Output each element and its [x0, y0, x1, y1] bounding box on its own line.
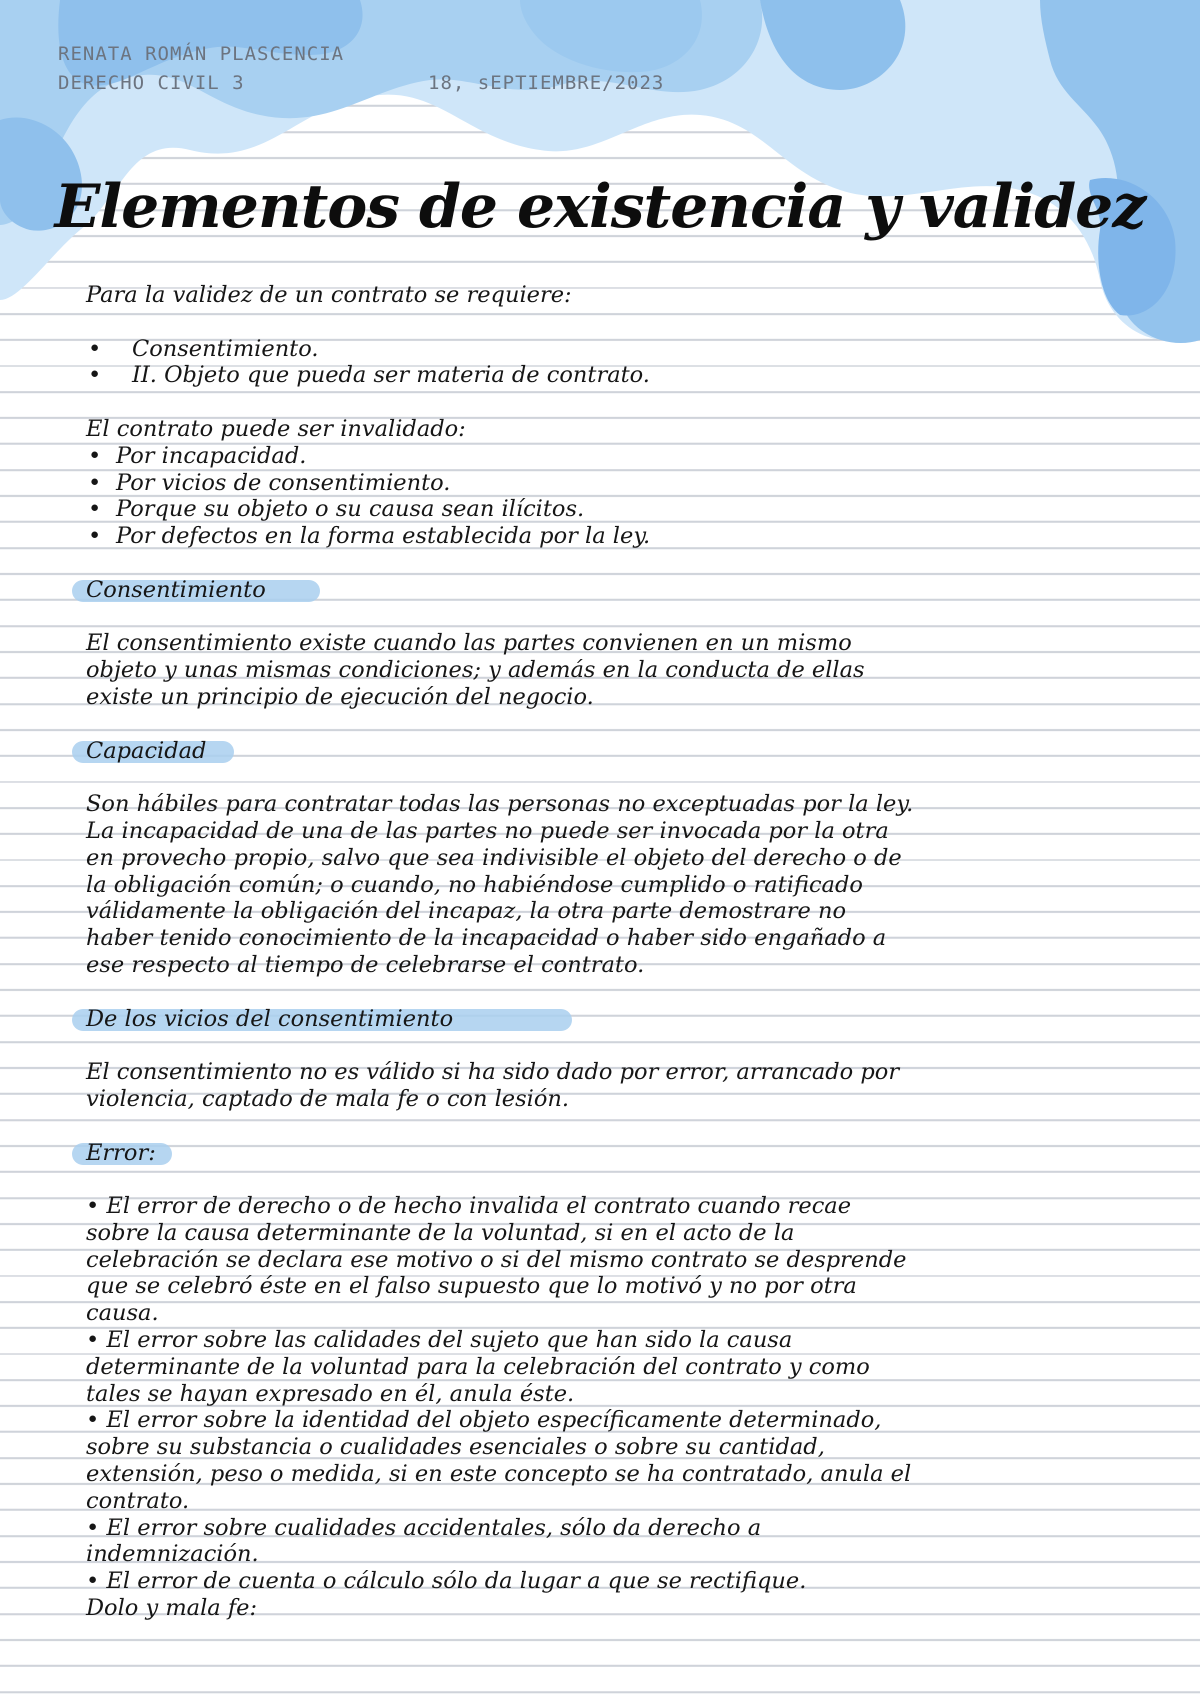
text-line: sobre la causa determinante de la voluntad, si en el acto de la — [86, 1219, 795, 1246]
text-line: que se celebró éste en el falso supuesto que lo motivó y no por otra — [86, 1273, 857, 1300]
text-line: haber tenido conocimiento de la incapacidad o haber sido engañado a — [86, 925, 887, 952]
text-line: • El error de derecho o de hecho invalida el contrato cuando recae — [86, 1193, 852, 1220]
text-line: existe un principio de ejecución del negocio. — [86, 683, 594, 710]
text-line: extensión, peso o medida, si en este concepto se ha contratado, anula el — [86, 1461, 912, 1488]
text-line: El consentimiento existe cuando las partes convienen en un mismo — [86, 630, 852, 657]
list-item: • II. Objeto que pueda ser materia de contrato. — [86, 362, 1126, 389]
list-item: • Por defectos en la forma establecida por la ley. — [86, 523, 1126, 550]
text-line: Son hábiles para contratar todas las personas no exceptuadas por la ley. — [86, 791, 914, 818]
list-item: • Porque su objeto o su causa sean ilícitos. — [86, 496, 1126, 523]
text-line: • El error sobre las calidades del sujeto que han sido la causa — [86, 1327, 793, 1354]
text-line: en provecho propio, salvo que sea indivisible el objeto del derecho o de — [86, 844, 902, 871]
list-item: • Por vicios de consentimiento. — [86, 470, 1126, 497]
invalid-lead: El contrato puede ser invalidado: — [86, 415, 466, 442]
text-line: válidamente la obligación del incapaz, la otra parte demostrare no — [86, 898, 847, 925]
text-line: objeto y unas mismas condiciones; y además en la conducta de ellas — [86, 657, 865, 684]
author-name: RENATA ROMÁN PLASCENCIA — [58, 43, 345, 65]
section-heading-capacidad: Capacidad — [86, 738, 1126, 765]
text-line: causa. — [86, 1300, 159, 1327]
text-line: • El error sobre cualidades accidentales, sólo da derecho a — [86, 1514, 762, 1541]
text-line: celebración se declara ese motivo o si del mismo contrato se desprende — [86, 1246, 907, 1273]
text-line: determinante de la voluntad para la celebración del contrato y como — [86, 1353, 870, 1380]
section-heading-vicios: De los vicios del consentimiento — [86, 1006, 1126, 1033]
section-heading-error: Error: — [86, 1140, 1126, 1167]
header-meta — [58, 40, 665, 98]
note-date: 18, sEPTIEMBRE/2023 — [428, 72, 665, 94]
section-heading-consentimiento: Consentimiento — [86, 577, 1126, 604]
requirements-list — [86, 336, 1126, 390]
text-line: indemnización. — [86, 1541, 259, 1568]
list-item: • Consentimiento. — [86, 336, 1126, 363]
text-line: contrato. — [86, 1487, 190, 1514]
notes-body — [86, 282, 1126, 1622]
text-line: Dolo y mala fe: — [86, 1595, 258, 1622]
text-line: violencia, captado de mala fe o con lesión. — [86, 1085, 570, 1112]
text-line: ese respecto al tiempo de celebrarse el contrato. — [86, 951, 645, 978]
text-line: • El error sobre la identidad del objeto específicamente determinado, — [86, 1407, 882, 1434]
text-line: tales se hayan expresado en él, anula éste. — [86, 1380, 575, 1407]
course-name: DERECHO CIVIL 3 — [58, 72, 245, 94]
text-line: El consentimiento no es válido si ha sido dado por error, arrancado por — [86, 1059, 900, 1086]
text-line: La incapacidad de una de las partes no puede ser invocada por la otra — [86, 817, 889, 844]
page-title: Elementos de existencia y validez — [54, 172, 1146, 242]
text-line: la obligación común; o cuando, no habiéndose cumplido o ratificado — [86, 871, 863, 898]
invalidation-list — [86, 443, 1126, 550]
intro-lead: Para la validez de un contrato se requiere: — [86, 282, 572, 308]
list-item: • Por incapacidad. — [86, 443, 1126, 470]
text-line: sobre su substancia o cualidades esenciales o sobre su cantidad, — [86, 1434, 825, 1461]
text-line: • El error de cuenta o cálculo sólo da lugar a que se rectifique. — [86, 1568, 807, 1595]
